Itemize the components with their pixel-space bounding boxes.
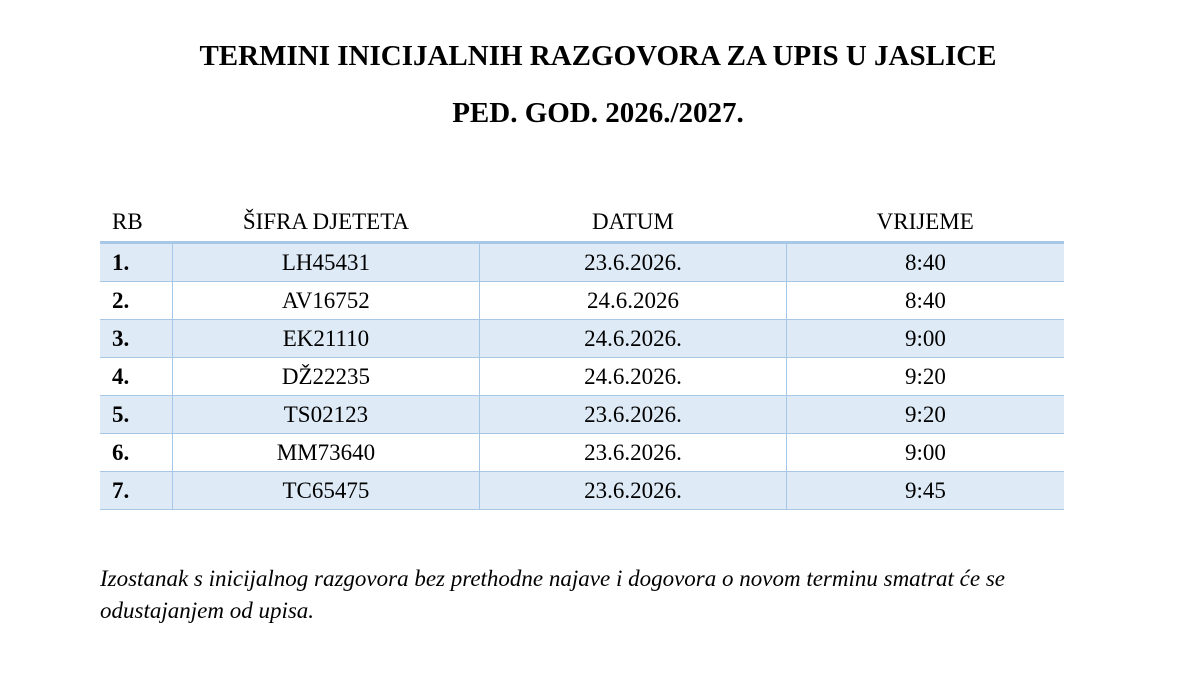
cell-rb: 5. <box>100 396 172 434</box>
table-row <box>100 243 1064 282</box>
document-subtitle: PED. GOD. 2026./2027. <box>452 97 744 129</box>
cell-datum: 23.6.2026. <box>479 396 786 434</box>
schedule-table <box>100 203 1064 510</box>
cell-sifra: TC65475 <box>172 472 479 510</box>
cell-rb: 6. <box>100 434 172 472</box>
cell-sifra: DŽ22235 <box>172 358 479 396</box>
header-vrijeme: VRIJEME <box>786 203 1064 243</box>
cell-vrijeme: 9:20 <box>786 358 1064 396</box>
cell-sifra: LH45431 <box>172 243 479 282</box>
cell-sifra: TS02123 <box>172 396 479 434</box>
table-row <box>100 320 1064 358</box>
cell-datum: 23.6.2026. <box>479 434 786 472</box>
cell-vrijeme: 9:20 <box>786 396 1064 434</box>
cell-vrijeme: 9:00 <box>786 434 1064 472</box>
cell-datum: 23.6.2026. <box>479 472 786 510</box>
cell-rb: 1. <box>100 243 172 282</box>
header-datum: DATUM <box>479 203 786 243</box>
document-title: TERMINI INICIJALNIH RAZGOVORA ZA UPIS U JASLICE <box>199 40 997 72</box>
cell-sifra: AV16752 <box>172 282 479 320</box>
cell-vrijeme: 9:00 <box>786 320 1064 358</box>
cell-datum: 24.6.2026. <box>479 358 786 396</box>
table-row <box>100 396 1064 434</box>
absence-note: Izostanak s inicijalnog razgovora bez prethodne najave i dogovora o novom terminu smatrat će se odustajanjem od upisa. <box>100 566 1005 623</box>
cell-datum: 24.6.2026. <box>479 320 786 358</box>
cell-rb: 2. <box>100 282 172 320</box>
cell-rb: 3. <box>100 320 172 358</box>
table-row <box>100 434 1064 472</box>
cell-vrijeme: 8:40 <box>786 282 1064 320</box>
header-rb: RB <box>100 203 172 243</box>
table-row <box>100 358 1064 396</box>
cell-datum: 24.6.2026 <box>479 282 786 320</box>
cell-vrijeme: 9:45 <box>786 472 1064 510</box>
cell-rb: 4. <box>100 358 172 396</box>
table-header-row <box>100 203 1064 243</box>
cell-sifra: EK21110 <box>172 320 479 358</box>
cell-sifra: MM73640 <box>172 434 479 472</box>
header-sifra: ŠIFRA DJETETA <box>172 203 479 243</box>
cell-vrijeme: 8:40 <box>786 243 1064 282</box>
cell-rb: 7. <box>100 472 172 510</box>
table-row <box>100 282 1064 320</box>
table-row <box>100 472 1064 510</box>
cell-datum: 23.6.2026. <box>479 243 786 282</box>
